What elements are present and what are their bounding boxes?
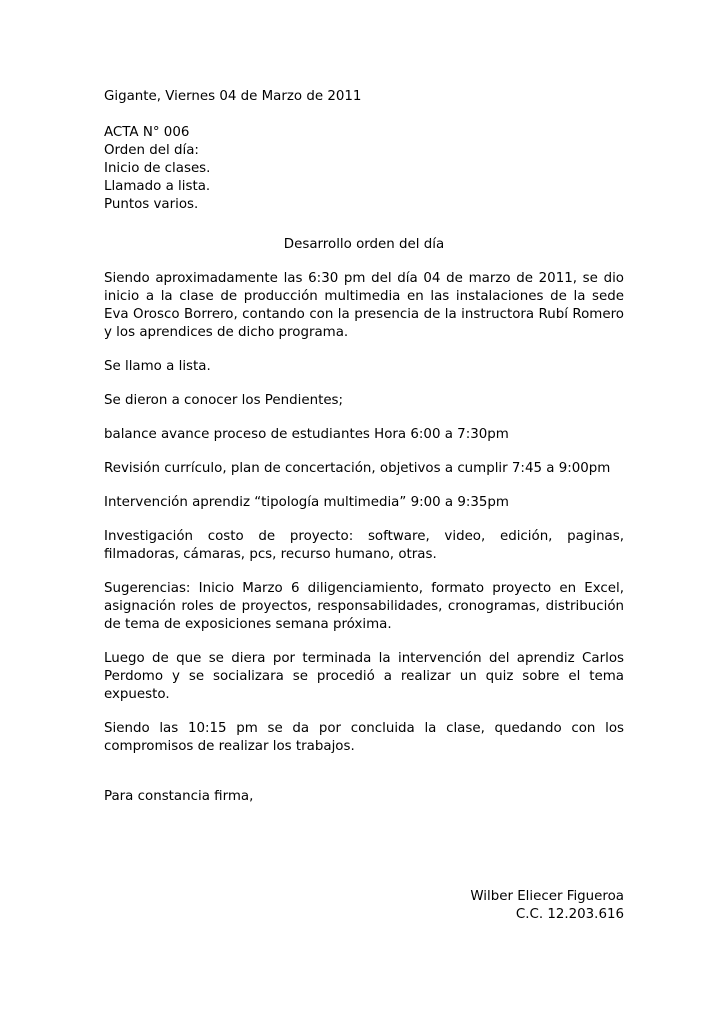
orden-label: Orden del día: [104,143,199,158]
paragraph: Se dieron a conocer los Pendientes; [104,393,344,408]
signature-name: Wilber Eliecer Figueroa [470,889,624,904]
document-body [104,88,624,806]
paragraph: Investigación costo de proyecto: software, video, edición, paginas, filmadoras, cámaras, pcs, recurso humano, otras. [104,529,624,562]
paragraph: Se llamo a lista. [104,359,211,374]
section-title: Desarrollo orden del día [283,237,445,252]
orden-item: Llamado a lista. [104,179,211,194]
acta-number: ACTA N° 006 [104,125,190,140]
paragraph-intro: Siendo aproximadamente las 6:30 pm del día 04 de marzo de 2011, se dio inicio a la clase de producción multimedia en las instalaciones de la sede Eva Orosco Borrero, contando con la presencia de la instructora Rubí Romero y los aprendices de dicho programa. [104,271,624,340]
paragraph: Intervención aprendiz “tipología multimedia” 9:00 a 9:35pm [104,495,509,510]
signature-block [104,888,624,924]
paragraph: Sugerencias: Inicio Marzo 6 diligenciamiento, formato proyecto en Excel, asignación roles de proyectos, responsabilidades, cronogramas, distribución de tema de exposiciones semana próxima. [104,581,624,632]
paragraph: Revisión currículo, plan de concertación, objetivos a cumplir 7:45 a 9:00pm [104,461,611,476]
closing-text: Para constancia firma, [104,789,254,804]
paragraph: balance avance proceso de estudiantes Hora 6:00 a 7:30pm [104,427,509,442]
place-date: Gigante, Viernes 04 de Marzo de 2011 [104,89,362,104]
orden-item: Inicio de clases. [104,161,211,176]
paragraph: Luego de que se diera por terminada la intervención del aprendiz Carlos Perdomo y se socializara se procedió a realizar un quiz sobre el tema expuesto. [104,651,624,702]
paragraph: Siendo las 10:15 pm se da por concluida la clase, quedando con los compromisos de realizar los trabajos. [104,721,624,754]
signature-id: C.C. 12.203.616 [515,907,624,922]
orden-item: Puntos varios. [104,197,199,212]
